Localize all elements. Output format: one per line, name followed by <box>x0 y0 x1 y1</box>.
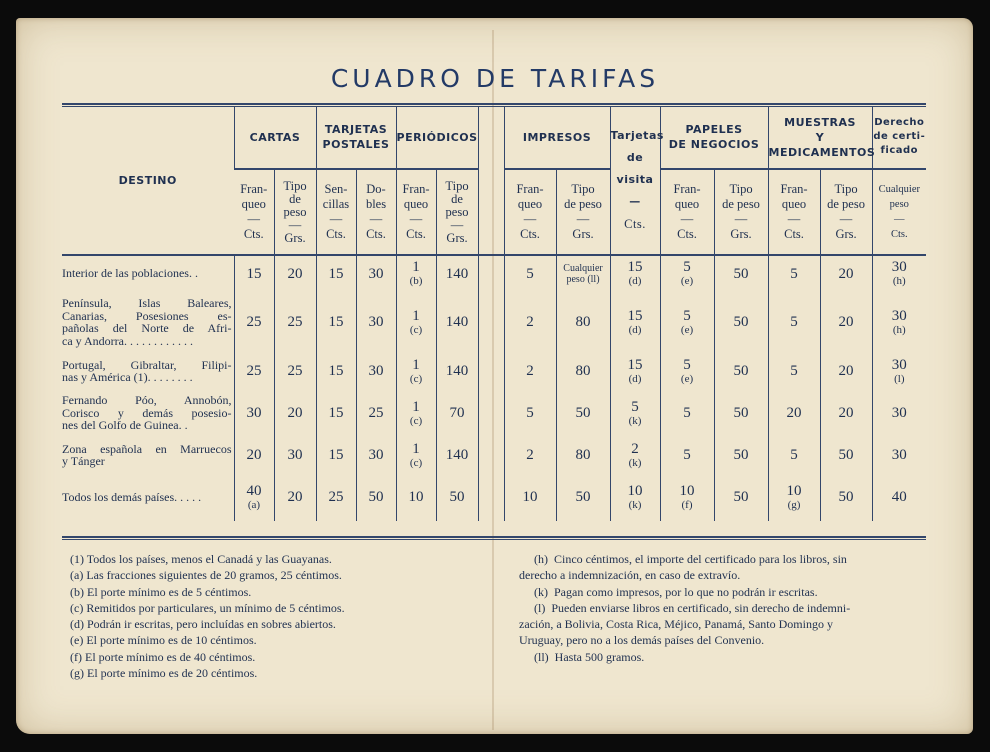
footnote: (l) Pueden enviarse libros en certificado, sin derecho de indemni- <box>519 600 851 615</box>
spacer-cell <box>478 255 504 291</box>
spacer-cell <box>478 473 504 521</box>
sub-cartas-tipo-peso: Tipo de peso — Grs. <box>274 169 316 255</box>
row-destination: Todos los demás países. . . . . <box>62 489 202 504</box>
tariff-cell: 140 <box>436 353 478 389</box>
spacer-cell <box>478 353 504 389</box>
tariff-cell: 2 <box>504 291 556 353</box>
table-row <box>62 473 926 521</box>
tariff-cell: 70 <box>436 389 478 437</box>
row-destination: Zona española en Marruecos y Tánger <box>62 441 232 468</box>
tariff-cell: Cualquier peso (ll) <box>556 255 610 291</box>
header-tarjetas-visita: Tarjetas de visita — Cts. <box>610 106 660 255</box>
sub-periodicos-tipo-peso: Tipo de peso — Grs. <box>436 169 478 255</box>
tariff-cell: 50 <box>556 389 610 437</box>
tariff-cell: 5 <box>768 291 820 353</box>
tariff-cell: 5 (e) <box>660 291 714 353</box>
tariff-cell: 50 <box>714 353 768 389</box>
tariff-cell: 10 <box>504 473 556 521</box>
tariff-cell: 20 <box>274 389 316 437</box>
footnote: (k) Pagan como impresos, por lo que no podrán ir escritas. <box>519 584 818 599</box>
tariff-cell: 140 <box>436 437 478 473</box>
sub-postales-sencillas: Sen- cillas — Cts. <box>316 169 356 255</box>
sub-papeles-tipo-peso: Tipo de peso — Grs. <box>714 169 768 255</box>
tariff-cell: 20 <box>234 437 274 473</box>
tariff-cell: 5 <box>768 353 820 389</box>
tariff-cell: 5 (e) <box>660 353 714 389</box>
tariff-cell: 50 <box>820 437 872 473</box>
tariff-cell: 30 <box>274 437 316 473</box>
tariff-cell: 15 <box>316 291 356 353</box>
tariff-cell: 20 <box>820 389 872 437</box>
tariff-cell: 25 <box>234 353 274 389</box>
sub-cartas-franqueo: Fran- queo — Cts. <box>234 169 274 255</box>
table-row <box>62 389 926 437</box>
tariff-cell: 30 <box>872 437 926 473</box>
tariff-cell: 50 <box>436 473 478 521</box>
tariff-cell: 50 <box>714 389 768 437</box>
spacer-cell <box>478 291 504 353</box>
header-muestras: MUESTRAS Y MEDICAMENTOS <box>768 106 872 169</box>
footnote: zación, a Bolivia, Costa Rica, Méjico, Panamá, Santo Domingo y <box>519 617 833 632</box>
tariff-cell: 40 (a) <box>234 473 274 521</box>
tariff-table <box>62 106 926 521</box>
table-row <box>62 353 926 389</box>
tariff-cell: 50 <box>714 291 768 353</box>
tariff-cell: 20 <box>768 389 820 437</box>
tariff-cell: 25 <box>356 389 396 437</box>
tariff-cell: 50 <box>714 437 768 473</box>
footnotes-right <box>519 551 850 665</box>
tariff-cell: 50 <box>820 473 872 521</box>
tariff-cell: 1 (c) <box>396 437 436 473</box>
sub-muestras-franqueo: Fran- queo — Cts. <box>768 169 820 255</box>
sub-papeles-franqueo: Fran- queo — Cts. <box>660 169 714 255</box>
tariff-cell: 40 <box>872 473 926 521</box>
tariff-cell: 15 (d) <box>610 353 660 389</box>
row-destination: Península, Islas Baleares, Canarias, Posesiones es- pañolas del Norte de Afri- ca y Andorra. . . . . . . . . . . . <box>62 296 232 348</box>
tariff-cell: 5 <box>504 389 556 437</box>
tariff-cell: 80 <box>556 353 610 389</box>
footnote: (h) Cinco céntimos, el importe del certificado para los libros, sin <box>519 552 847 566</box>
tariff-cell: 30 <box>356 255 396 291</box>
tariff-body <box>62 255 926 521</box>
tariff-cell: 10 <box>396 473 436 521</box>
footnote: (1) Todos los países, menos el Canadá y las Guayanas. <box>70 552 332 566</box>
tariff-cell: 30 <box>872 389 926 437</box>
tariff-cell: 15 (d) <box>610 255 660 291</box>
tariff-cell: 15 <box>234 255 274 291</box>
tariff-cell: 80 <box>556 291 610 353</box>
tariff-cell: 20 <box>274 255 316 291</box>
tariff-cell: 1 (c) <box>396 353 436 389</box>
tariff-cell: 25 <box>316 473 356 521</box>
row-destination: Fernando Póo, Annobón, Corisco y demás posesio- nes del Golfo de Guinea. . <box>62 393 232 433</box>
footnotes-left <box>70 551 345 681</box>
tariff-cell: 30 <box>356 437 396 473</box>
tariff-cell: 5 <box>660 389 714 437</box>
tariff-cell: 140 <box>436 255 478 291</box>
tariff-cell: 1 (b) <box>396 255 436 291</box>
footnote: (a) Las fracciones siguientes de 20 gramos, 25 céntimos. <box>70 568 342 583</box>
tariff-cell: 5 <box>768 437 820 473</box>
header-destino: DESTINO <box>62 106 234 255</box>
header-papeles-negocios: PAPELES DE NEGOCIOS <box>660 106 768 169</box>
tariff-cell: 5 <box>660 437 714 473</box>
tariff-cell: 20 <box>820 353 872 389</box>
tariff-cell: 2 <box>504 437 556 473</box>
tariff-cell: 25 <box>234 291 274 353</box>
tariff-cell: 30 (l) <box>872 353 926 389</box>
table-row <box>62 437 926 473</box>
footnote: Uruguay, pero no a los demás países del Convenio. <box>519 633 765 648</box>
tariff-cell: 140 <box>436 291 478 353</box>
tariff-cell: 2 (k) <box>610 437 660 473</box>
header-periodicos: PERIÓDICOS <box>396 106 478 169</box>
tariff-cell: 30 (h) <box>872 255 926 291</box>
tariff-cell: 30 <box>234 389 274 437</box>
header-cartas: CARTAS <box>234 106 316 169</box>
sub-postales-dobles: Do- bles — Cts. <box>356 169 396 255</box>
tariff-cell: 15 <box>316 389 356 437</box>
footnote: (b) El porte mínimo es de 5 céntimos. <box>70 584 252 599</box>
tariff-cell: 50 <box>356 473 396 521</box>
tariff-cell: 5 (e) <box>660 255 714 291</box>
footnote: (c) Remitidos por particulares, un mínimo de 5 céntimos. <box>70 600 345 615</box>
tariff-cell: 50 <box>556 473 610 521</box>
sub-periodicos-franqueo: Fran- queo — Cts. <box>396 169 436 255</box>
sub-muestras-tipo-peso: Tipo de peso — Grs. <box>820 169 872 255</box>
bottom-rule <box>62 536 926 540</box>
table-row <box>62 291 926 353</box>
tariff-cell: 1 (c) <box>396 291 436 353</box>
tariff-cell: 25 <box>274 353 316 389</box>
tariff-cell: 15 <box>316 437 356 473</box>
row-destination: Interior de las poblaciones. . <box>62 266 198 281</box>
spacer-column <box>478 106 504 255</box>
header-tarjetas-postales: TARJETAS POSTALES <box>316 106 396 169</box>
tariff-cell: 5 <box>504 255 556 291</box>
tariff-cell: 5 <box>768 255 820 291</box>
tariff-cell: 20 <box>820 291 872 353</box>
tariff-cell: 15 (d) <box>610 291 660 353</box>
page-title: CUADRO DE TARIFAS <box>330 64 660 93</box>
tariff-cell: 80 <box>556 437 610 473</box>
tariff-cell: 15 <box>316 353 356 389</box>
footnote: (ll) Hasta 500 gramos. <box>519 649 645 664</box>
header-derecho-certificado: Derecho de certi- ficado <box>872 106 926 169</box>
tariff-cell: 50 <box>714 473 768 521</box>
tariff-cell: 10 (k) <box>610 473 660 521</box>
tariff-cell: 30 (h) <box>872 291 926 353</box>
tariff-cell: 20 <box>274 473 316 521</box>
tariff-cell: 25 <box>274 291 316 353</box>
row-destination: Portugal, Gibraltar, Filipi- nas y América (1). . . . . . . . <box>62 357 232 384</box>
spacer-cell <box>478 437 504 473</box>
tariff-cell: 30 <box>356 353 396 389</box>
footnote: (f) El porte mínimo es de 40 céntimos. <box>70 649 256 664</box>
footnote: (d) Podrán ir escritas, pero incluídas en sobres abiertos. <box>70 617 336 632</box>
sub-derecho-cualquier: Cualquier peso — Cts. <box>872 169 926 255</box>
tariff-cell: 10 (g) <box>768 473 820 521</box>
header-impresos: IMPRESOS <box>504 106 610 169</box>
footnote: (g) El porte mínimo es de 20 céntimos. <box>70 666 258 681</box>
tariff-cell: 2 <box>504 353 556 389</box>
table-row <box>62 255 926 291</box>
tariff-cell: 30 <box>356 291 396 353</box>
spacer-cell <box>478 389 504 437</box>
footnote: derecho a indemnización, en caso de extravío. <box>519 568 741 583</box>
tariff-cell: 10 (f) <box>660 473 714 521</box>
tariff-cell: 15 <box>316 255 356 291</box>
tariff-cell: 5 (k) <box>610 389 660 437</box>
tariff-cell: 20 <box>820 255 872 291</box>
tariff-cell: 50 <box>714 255 768 291</box>
footnote: (e) El porte mínimo es de 10 céntimos. <box>70 633 257 648</box>
tariff-cell: 1 (c) <box>396 389 436 437</box>
sub-impresos-tipo-peso: Tipo de peso — Grs. <box>556 169 610 255</box>
sub-impresos-franqueo: Fran- queo — Cts. <box>504 169 556 255</box>
